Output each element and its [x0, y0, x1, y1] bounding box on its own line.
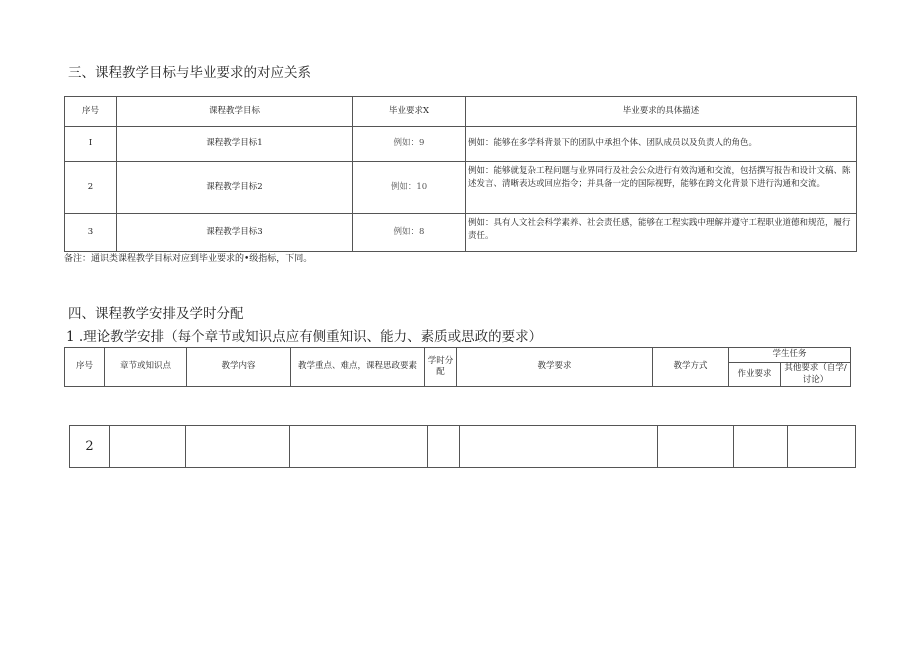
row-requirement: 例如：9: [353, 127, 466, 162]
row-description: 例如：能够在多学科背景下的团队中承担个体、团队成员以及负责人的角色。: [466, 127, 857, 162]
row-requirement: 例如：10: [353, 162, 466, 214]
table-row: [65, 162, 857, 214]
row-description: 例如：具有人文社会科学素养、社会责任感，能够在工程实践中理解并遵守工程职业道德和规范，履行责任。: [466, 214, 857, 252]
row-focus-cell[interactable]: [290, 426, 428, 468]
row-hours-cell[interactable]: [428, 426, 460, 468]
row-goal: 课程教学目标2: [117, 162, 353, 214]
header-requirement: 教学要求: [457, 348, 653, 387]
table-header-row: [65, 97, 857, 127]
row-no: I: [65, 127, 117, 162]
row-no: 2: [65, 162, 117, 214]
row-goal: 课程教学目标1: [117, 127, 353, 162]
header-content: 教学内容: [187, 348, 291, 387]
section3-title: 三、课程教学目标与毕业要求的对应关系: [68, 65, 311, 81]
table-row: [70, 426, 856, 468]
header-no: 序号: [65, 348, 105, 387]
section4-subtitle: 1 .理论教学安排（每个章节或知识点应有侧重知识、能力、素质或思政的要求）: [66, 329, 543, 345]
header-method: 教学方式: [653, 348, 729, 387]
row-chapter-cell[interactable]: [110, 426, 186, 468]
section4-title: 四、课程教学安排及学时分配: [68, 306, 244, 322]
header-hours: 学时分配: [425, 348, 457, 387]
header-description: 毕业要求的具体描述: [466, 97, 857, 127]
header-other: 其他要求（自学/讨论）: [781, 363, 851, 387]
header-goal: 课程教学目标: [117, 97, 353, 127]
row-requirement: 例如：8: [353, 214, 466, 252]
header-focus: 教学重点、难点，课程思政要素: [291, 348, 425, 387]
schedule-table-row: [69, 425, 856, 468]
header-student-tasks: 学生任务: [729, 348, 851, 363]
row-homework-cell[interactable]: [734, 426, 788, 468]
row-goal: 课程教学目标3: [117, 214, 353, 252]
table-row: [65, 214, 857, 252]
row-method-cell[interactable]: [658, 426, 734, 468]
table-row: [65, 127, 857, 162]
row-no: 2: [70, 426, 110, 468]
section3-note: 备注：通识类课程教学目标对应到毕业要求的•级指标，下同。: [64, 254, 313, 264]
row-content-cell[interactable]: [186, 426, 290, 468]
schedule-table-header: [64, 347, 851, 387]
row-no: 3: [65, 214, 117, 252]
row-description: 例如：能够就复杂工程问题与业界同行及社会公众进行有效沟通和交流，包括撰写报告和设计文稿、陈述发言、清晰表达或回应指令；并具备一定的国际视野，能够在跨文化背景下进行沟通和交流。: [466, 162, 857, 214]
header-no: 序号: [65, 97, 117, 127]
objectives-mapping-table: [64, 96, 857, 252]
header-requirement: 毕业要求X: [353, 97, 466, 127]
header-homework: 作业要求: [729, 363, 781, 387]
row-other-cell[interactable]: [788, 426, 856, 468]
row-requirement-cell[interactable]: [460, 426, 658, 468]
header-chapter: 章节或知识点: [105, 348, 187, 387]
